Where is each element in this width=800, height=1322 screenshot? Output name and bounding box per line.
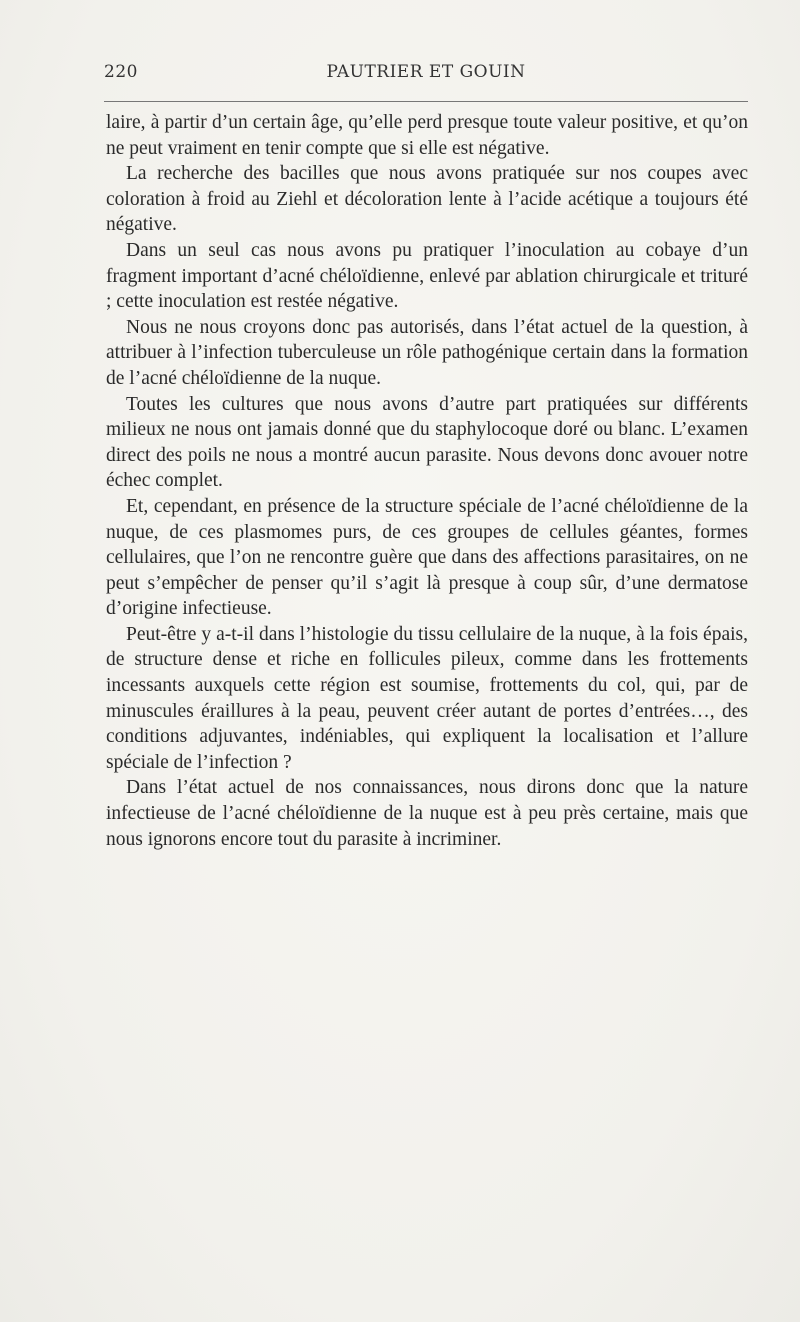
paragraph-bacilli-search: La recherche des bacilles que nous avons pratiquée sur nos coupes avec coloration à froid au Ziehl et décoloration lente à l’acide acétique a toujours été négative.: [106, 163, 748, 236]
header-rule: [104, 101, 748, 102]
paragraph-inoculation: Dans un seul cas nous avons pu pratiquer l’inoculation au cobaye d’un fragment important d’acné chéloïdienne, enlevé par ablation chirurgicale et trituré ; cette inoculation est restée négative.: [106, 239, 748, 313]
body-text: [106, 110, 748, 852]
paragraph-conclusion: Dans l’état actuel de nos connaissances, nous dirons donc que la nature infectieuse de l’acné chéloïdienne de la nuque est à peu près certaine, mais que nous ignorons encore tout du parasite à incriminer.: [106, 777, 748, 850]
paragraph-structure: Et, cependant, en présence de la structure spéciale de l’acné chéloïdienne de la nuque, de ces plasmomes purs, de ces groupes de cellules géantes, formes cellulaires, que l’on ne rencontre guère que dans des affections parasitaires, on ne peut s’empêcher de penser qu’il s’agit là presque à coup sûr, d’une dermatose d’origine infectieuse.: [106, 495, 748, 620]
paragraph-continued: laire, à partir d’un certain âge, qu’elle perd presque toute valeur positive, et qu’on ne peut vraiment en tenir compte que si elle est négative.: [106, 112, 748, 159]
paragraph-histology: Peut-être y a-t-il dans l’histologie du tissu cellulaire de la nuque, à la fois épais, de structure dense et riche en follicules pileux, comme dans les frottements incessants auxquels cette région est soumise, frottements du col, qui, par de minuscules éraillures à la peau, peuvent créer autant de portes d’entrées…, des conditions adjuvantes, indéniables, qui expliquent la localisation et l’allure spéciale de l’infection ?: [106, 623, 748, 773]
running-head: [104, 62, 748, 90]
paragraph-tuberculosis: Nous ne nous croyons donc pas autorisés, dans l’état actuel de la question, à attribuer à l’infection tuberculeuse un rôle pathogénique certain dans la formation de l’acné chéloïdienne de la nuque.: [106, 316, 748, 389]
running-title: PAUTRIER ET GOUIN: [326, 62, 526, 82]
paragraph-cultures: Toutes les cultures que nous avons d’autre part pratiquées sur différents milieux ne nous ont jamais donné que du staphylocoque doré ou blanc. L’examen direct des poils ne nous a montré aucun parasite. Nous devons donc avouer notre échec complet.: [106, 393, 748, 492]
page-number: 220: [104, 62, 138, 82]
